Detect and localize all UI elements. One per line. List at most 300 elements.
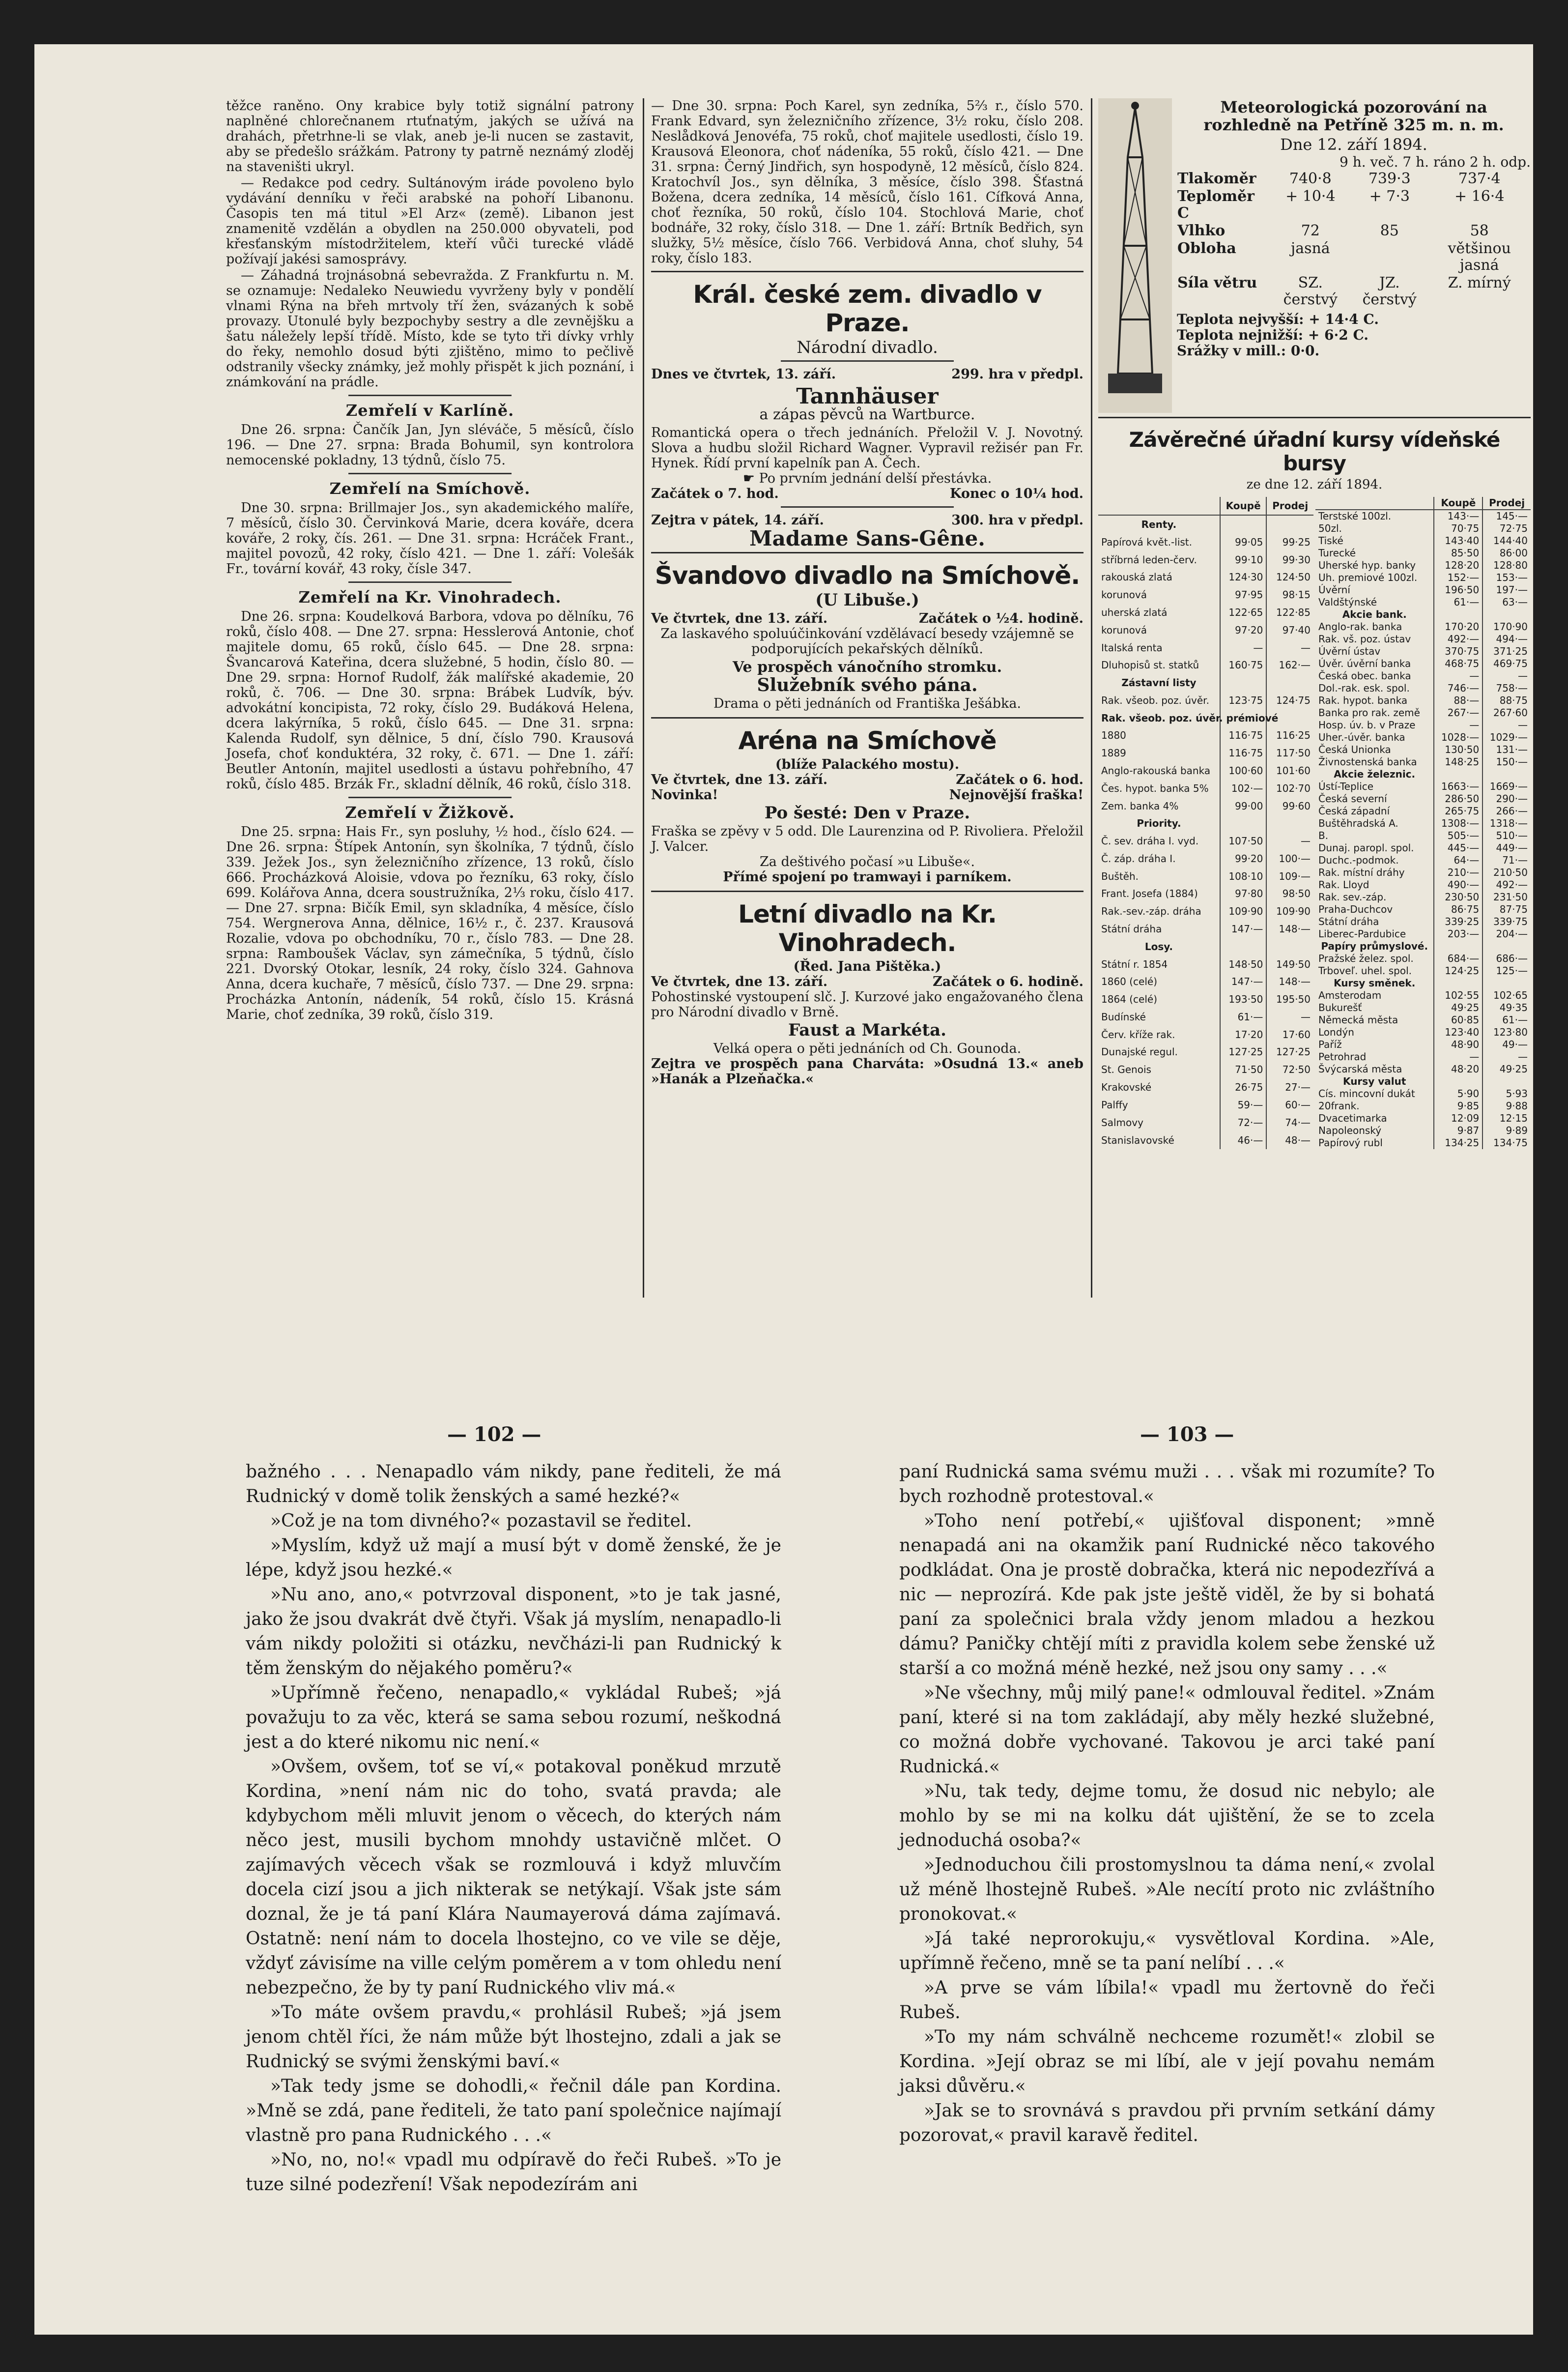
exchange-sell [1266, 938, 1313, 955]
exchange-row [1315, 928, 1531, 940]
exchange-item: Buštěh. [1101, 870, 1139, 882]
exchange-item: 1864 (celé) [1101, 993, 1158, 1006]
exchange-item: Čes. hypot. banka 5% [1101, 782, 1209, 794]
exchange-row [1098, 868, 1313, 885]
left-column [226, 98, 634, 1302]
exchange-buy: 148·50 [1220, 955, 1267, 973]
divider [781, 360, 954, 362]
page-number-103: — 103 — [1140, 1423, 1234, 1446]
exchange-buy: 492·— [1434, 633, 1482, 645]
exchange-sell: 150·— [1482, 756, 1531, 768]
paragraph: paní Rudnická sama svému muži . . . však mi rozumíte? To bych rozhodně protestoval.« [899, 1462, 1435, 1506]
paragraph: »Toho není potřebí,« ujišťoval disponent; »mně nenapadá ani na okamžik paní Rudnické něco takového podkládat. Ona je prostě dobračka, která nic nepodezřívá a nic — neprozírá. Kde pak jste ještě viděl, že by si bohatá paní za společnici brala vždy jenom mladou a hezkou dámu? Paničky chtějí míti z pravidla kolem sebe ženské už starší a co možná méně hezké, než jsou ony samy . . .« [899, 1511, 1435, 1678]
novinka-row [651, 787, 1083, 803]
exchange-sell: 231·50 [1482, 891, 1531, 903]
exchange-sell: 88·75 [1482, 694, 1531, 707]
pointing-hand-icon: ☛ [742, 471, 759, 486]
exchange-buy: 196·50 [1434, 584, 1482, 596]
exchange-row [1315, 645, 1531, 658]
exchange-sell: 148·— [1266, 973, 1313, 991]
weather-date: Dne 12. září 1894. [1280, 135, 1427, 154]
exchange-item: Duchc.-podmok. [1318, 854, 1399, 866]
exchange-section: Kursy směnek. [1334, 977, 1416, 989]
end-time: Konec o 10¼ hod. [950, 486, 1083, 501]
exchange-row [1315, 584, 1531, 596]
exchange-item: Salmovy [1101, 1116, 1143, 1128]
exchange-item: Italská renta [1101, 641, 1163, 654]
exchange-buy: 49·25 [1434, 1002, 1482, 1014]
exchange-item: Banka pro rak. země [1318, 707, 1420, 719]
exchange-item: Liberec-Pardubice [1318, 928, 1406, 940]
exchange-item: Petrohrad [1318, 1051, 1367, 1063]
exchange-row [1098, 551, 1313, 569]
exchange-row [1098, 921, 1313, 938]
exchange-item: Rak. místní dráhy [1318, 867, 1405, 878]
middle-intro: — Dne 30. srpna: Poch Karel, syn zedníka, 5⅔ r., číslo 570. Frank Edvard, syn železničního zřízence, 3½ roku, číslo 208. Neslådková Jenovéfa, 75 roků, choť majitele usedlosti, číslo 19. Krausová Eleonora, choť nádeníka, 55 roků, číslo 421. — Dne 31. srpna: Černý Jindřich, syn hospodyně, 12 měsíců, číslo 824. Kratochvíl Jos., syn dělníka, 3 měsíce, číslo 398. Šťastná Božena, dcera zedníka, 14 měsíců, číslo 161. Cífková Anna, choť řezníka, 50 roků, číslo 104. Stochlová Marie, choť bodnáře, 32 roky, číslo 318. — Dne 1. září: Brtník Bedřich, syn služky, 5½ měsíce, číslo 766. Verbidová Anna, choť sluhy, 54 roky, číslo 183. [651, 98, 1083, 266]
exchange-sell [1482, 1075, 1531, 1088]
exchange-item: Papírový rubl [1318, 1137, 1383, 1149]
theatre-national-dates [651, 367, 1083, 382]
weather-value: JZ. čerstvý [1362, 274, 1417, 308]
news-item-2: — Záhadná trojnásobná sebevražda. Z Frankfurtu n. M. se oznamuje: Nedaleko Neuwiedu vyvrženy byly v pondělí vlnami Rýna na břeh mrtvoly tří žen, svázaných k sobě provazy. Utonulé byly bezpochyby sestry a dle zevnějšku a šatu náležely lepší třídě. Místo, kde se tyto tři dívky vrhly do řeky, nemohlo dosud býti zjištěno, mimo to pečlivě odstranily všecky známky, jež mohly přispět k jich poznání, i známkování na prádle. [226, 268, 634, 390]
exchange-tables [1098, 497, 1531, 1149]
theatre-svanda-desc: Za laskavého spoluúčinkování vzdělávací besedy vzájemně se podporujících pekařských dělníků. [660, 626, 1074, 657]
exchange-buy: 468·75 [1434, 658, 1482, 670]
exchange-item: Č. záp. dráha I. [1101, 852, 1176, 865]
middle-column [651, 98, 1083, 1302]
exchange-sell: 109·— [1266, 868, 1313, 885]
exchange-item: Švýcarská města [1318, 1063, 1402, 1075]
exchange-row [1315, 965, 1531, 977]
exchange-row [1315, 559, 1531, 572]
exchange-buy [1434, 1075, 1482, 1088]
exchange-section: Zástavní listy [1121, 677, 1197, 689]
exchange-row [1315, 854, 1531, 867]
exchange-buy [1220, 938, 1267, 955]
exchange-buy: 72·— [1220, 1114, 1267, 1131]
exchange-item: Uherské hyp. banky [1318, 559, 1416, 571]
exchange-buy: 116·75 [1220, 727, 1267, 745]
exchange-sell [1266, 674, 1313, 692]
exchange-sell: 127·25 [1266, 1043, 1313, 1061]
exchange-sell: 128·80 [1482, 559, 1531, 572]
exchange-row [1098, 727, 1313, 745]
exchange-item: korunová [1101, 624, 1147, 636]
exchange-row [1098, 569, 1313, 586]
exchange-header: Prodej [1266, 497, 1313, 515]
exchange-sell [1266, 515, 1313, 533]
exchange-sell: 758·— [1482, 682, 1531, 694]
exchange-buy: 59·— [1220, 1096, 1267, 1114]
date-right: Začátek o 6. hod. [956, 772, 1083, 787]
exchange-header [1098, 497, 1220, 515]
exchange-row [1315, 867, 1531, 879]
exchange-item: Napoleonský [1318, 1125, 1382, 1136]
exchange-item: Česká obec. banka [1318, 670, 1411, 682]
exchange-row [1098, 604, 1313, 622]
exchange-row [1098, 533, 1313, 551]
exchange-sell: 99·30 [1266, 551, 1313, 569]
exchange-buy: 12·09 [1434, 1112, 1482, 1125]
section-text: Dne 26. srpna: Čančík Jan, Jyn sléváče, 5 měsíců, číslo 196. — Dne 27. srpna: Brada Bohumil, syn kontrolora nemocenské pokladny, 13 týdnů, číslo 75. [226, 422, 634, 468]
exchange-row [1098, 973, 1313, 991]
exchange-item: Trboveľ. uhel. spol. [1318, 965, 1412, 977]
exchange-sell: 72·50 [1266, 1061, 1313, 1079]
theatre-summer-subtitle: (Řed. Jana Pištěka.) [793, 959, 941, 974]
paragraph: »Což je na tom divného?« pozastavil se ředitel. [270, 1511, 692, 1531]
exchange-item: Živnostenská banka [1318, 756, 1417, 768]
exchange-buy: 122·65 [1220, 604, 1267, 622]
exchange-item: Červ. kříže rak. [1101, 1028, 1175, 1041]
exchange-buy: 48·20 [1434, 1063, 1482, 1075]
exchange-row [1315, 977, 1531, 989]
exchange-row [1315, 1075, 1531, 1088]
exchange-sell: 162·— [1266, 657, 1313, 674]
exchange-row [1315, 572, 1531, 584]
exchange-row [1315, 596, 1531, 608]
exchange-sell: 71·— [1482, 854, 1531, 867]
exchange-item: Terstské 100zl. [1318, 510, 1392, 522]
divider [348, 473, 512, 474]
exchange-sell: 492·— [1482, 879, 1531, 891]
exchange-buy: 88·— [1434, 694, 1482, 707]
play-title: Služebník svého pána. [757, 675, 978, 695]
exchange-buy [1434, 768, 1482, 781]
exchange-sell: 1669·— [1482, 781, 1531, 793]
exchange-item: Rak. hypot. banka [1318, 694, 1408, 706]
exchange-row [1315, 879, 1531, 891]
exchange-row [1098, 850, 1313, 868]
exchange-buy: 123·40 [1434, 1026, 1482, 1039]
exchange-buy: 26·75 [1220, 1079, 1267, 1097]
exchange-section: Losy. [1144, 940, 1173, 953]
exchange-row [1315, 1125, 1531, 1137]
paragraph: »Upřímně řečeno, nenapadlo,« vykládal Rubeš; »já považuju to za věc, která se sama sebou rozumí, neškodná jest a do které nikomu nic není.« [246, 1683, 781, 1752]
exchange-buy: 147·— [1220, 921, 1267, 938]
exchange-sell: 510·— [1482, 830, 1531, 842]
paragraph: »A prve se vám líbila!« vpadl mu žertovně do řeči Rubeš. [899, 1978, 1435, 2023]
exchange-sell: 116·25 [1266, 727, 1313, 745]
exchange-sell: — [1482, 670, 1531, 682]
exchange-sell: 102·70 [1266, 780, 1313, 797]
exchange-section: Renty. [1141, 518, 1177, 530]
exchange-section: Kursy valut [1343, 1075, 1406, 1087]
exchange-sell: 197·— [1482, 584, 1531, 596]
exchange-buy: 102·— [1220, 780, 1267, 797]
exchange-header-row [1315, 497, 1531, 510]
exchange-sell: 148·— [1266, 921, 1313, 938]
play-description: Drama o pěti jednáních od Františka Ješábka. [713, 696, 1022, 711]
exchange-row [1315, 658, 1531, 670]
exchange-row [1315, 707, 1531, 719]
exchange-row [1315, 1100, 1531, 1112]
exchange-sell: 1029·— [1482, 731, 1531, 744]
exchange-sell: 109·90 [1266, 903, 1313, 921]
play-description: Romantická opera o třech jednáních. Přeložil V. J. Novotný. Slova a hudbu složil Richard Wagner. Vypravil režisér pan Fr. Hynek. Řídí první kapelník pan A. Čech. [651, 425, 1083, 471]
weather-value: 737·4 [1458, 170, 1501, 187]
weather-row [1177, 222, 1531, 240]
weather-row [1177, 188, 1531, 222]
exchange-item: Valdštýnské [1318, 596, 1377, 608]
exchange-row [1315, 694, 1531, 707]
date-left: Zejtra v pátek, 14. září. [651, 513, 824, 528]
exchange-row [1098, 639, 1313, 657]
exchange-row [1315, 1002, 1531, 1014]
paragraph: »Ne všechny, můj milý pane!« odmlouval ředitel. »Znám paní, které si na tom zakládají, aby měly hezké služebné, co možná dobře vychované. Takovou je arci také paní Rudnická.« [899, 1683, 1435, 1777]
exchange-buy: 9·87 [1434, 1125, 1482, 1137]
play-intermission: ☛ Po prvním jednání delší přestávka. [742, 471, 992, 486]
column-rule [643, 98, 644, 1298]
exchange-section: Rak. všeob. poz. úvěr. prémiové [1101, 712, 1279, 724]
exchange-buy: 203·— [1434, 928, 1482, 940]
exchange-row [1315, 682, 1531, 694]
exchange-row [1315, 842, 1531, 854]
exchange-item: Dol.-rak. esk. spol. [1318, 682, 1410, 694]
exchange-item: Česká západní [1318, 805, 1390, 817]
theatre-svanda-subtitle: (U Libuše.) [815, 590, 919, 610]
date-right: Začátek o 6. hodině. [933, 974, 1083, 989]
weather-value: jasná [1290, 240, 1330, 257]
weather-value: 72 [1301, 222, 1320, 239]
exchange-row [1098, 657, 1313, 674]
exchange-item: Státní r. 1854 [1101, 958, 1168, 970]
paragraph: »Myslím, když už mají a musí být v domě ženské, že je lépe, když jsou hezké.« [246, 1535, 781, 1580]
exchange-row [1315, 756, 1531, 768]
exchange-row [1098, 1096, 1313, 1114]
exchange-row [1098, 674, 1313, 692]
exchange-table-right [1315, 497, 1531, 1149]
exchange-item: 1880 [1101, 729, 1126, 742]
newspaper-sheet [34, 44, 1533, 2335]
exchange-sell: 49·— [1482, 1039, 1531, 1051]
exchange-sell: 134·75 [1482, 1137, 1531, 1149]
exchange-item: Německá města [1318, 1014, 1398, 1026]
exchange-buy: 85·50 [1434, 547, 1482, 559]
exchange-row [1315, 633, 1531, 645]
exchange-sell [1482, 940, 1531, 953]
exchange-sell: 5·93 [1482, 1088, 1531, 1100]
weather-row [1177, 240, 1531, 274]
exchange-buy: 128·20 [1434, 559, 1482, 572]
next-note: Zejtra ve prospěch pana Charváta: »Osudná 13.« aneb »Hanák a Plzeňačka.« [651, 1056, 1083, 1087]
petrin-tower-illustration [1098, 98, 1172, 413]
weather-label: Síla větru [1177, 274, 1257, 291]
exchange-buy: 445·— [1434, 842, 1482, 854]
news-item-1: — Redakce pod cedry. Sultánovým iráde povoleno bylo vydávání denníku v řeči arabské na pohoří Libanonu. Časopis ten má titul »El Arz« (země). Libanon jest znamenitě vzdělán a obydlen na 250.000 obyvateli, pod křesťanským místodržitelem, kteří vůči turecké vládě požívají jakési samosprávy. [226, 175, 634, 267]
theatre-svanda-title: Švandovo divadlo na Smíchově. [655, 561, 1080, 590]
weather-title: Meteorologická pozorování na rozhledně na Petříně 325 m. n. m. [1203, 98, 1504, 134]
weather-value: většinou jasná [1448, 240, 1511, 274]
exchange-sell: 101·60 [1266, 762, 1313, 780]
exchange-row [1315, 1014, 1531, 1026]
exchange-row [1315, 1112, 1531, 1125]
exchange-row [1098, 885, 1313, 903]
exchange-row [1315, 817, 1531, 830]
exchange-buy: — [1434, 670, 1482, 682]
exchange-item: Tiské [1318, 535, 1343, 547]
weather-table [1177, 170, 1531, 309]
exchange-row [1098, 692, 1313, 709]
paragraph: »Já také neprorokuju,« vysvětloval Kordina. »Ale, upřímně řečeno, mně se ta paní nelíbí . . .« [899, 1929, 1435, 1973]
exchange-row [1315, 940, 1531, 953]
weather-value: 58 [1470, 222, 1489, 239]
section-text: Dne 25. srpna: Hais Fr., syn posluhy, ½ hod., číslo 624. — Dne 26. srpna: Štípek Antonín, syn školníka, 7 týdnů, číslo 339. Ježek Jos., syn železničního zřízence, 13 roků, číslo 666. Procházková Aloisie, vdova po řezníku, 63 roky, číslo 699. Kolářova Anna, dcera soustružníka, 2⅓ roku, číslo 417. — Dne 27. srpna: Bičík Emil, syn skladníka, 4 měsíce, číslo 754. Wergnerova Anna, dělnice, 16½ r., č. 237. Krausová Rozalie, vdova po obchodníku, 70 r., číslo 783. — Dne 28. srpna: Ramboušek Václav, syn zámečníka, 5 týdnů, číslo 221. Dvorský Otokar, lesník, 24 roky, číslo 324. Gahnova Anna, dcera kuchaře, 7 měsíců, číslo 737. — Dne 29. srpna: Procházka Antonín, nádeník, 54 roků, číslo 15. Krásná Marie, choť zedníka, 39 roků, číslo 319. [226, 824, 634, 1022]
exchange-row [1315, 1063, 1531, 1075]
exchange-item: Turecké [1318, 547, 1356, 559]
novinka-right: Nejnovější fraška! [949, 787, 1083, 803]
divider [1098, 417, 1531, 418]
exchange-sell: 86·00 [1482, 547, 1531, 559]
exchange-sell: 122·85 [1266, 604, 1313, 622]
exchange-buy: 1308·— [1434, 817, 1482, 830]
weather-label: Obloha [1177, 240, 1236, 257]
exchange-item: Dunajské regul. [1101, 1046, 1178, 1058]
exchange-buy [1220, 815, 1267, 833]
exchange-row [1098, 955, 1313, 973]
exchange-buy: 339·25 [1434, 916, 1482, 928]
exchange-item: Krakovské [1101, 1081, 1152, 1094]
exchange-buy: 123·75 [1220, 692, 1267, 709]
exchange-buy: 100·60 [1220, 762, 1267, 780]
exchange-row [1315, 731, 1531, 744]
exchange-row [1315, 830, 1531, 842]
exchange-buy [1434, 608, 1482, 621]
page-number-102: — 102 — [447, 1423, 542, 1446]
play-title: Tannhäuser [796, 384, 939, 409]
exchange-item: Ústí-Teplice [1318, 781, 1374, 792]
exchange-buy: 99·00 [1220, 797, 1267, 815]
weather-value: + 10·4 [1285, 188, 1336, 205]
exchange-item: Anglo-rak. banka [1318, 621, 1402, 633]
exchange-row [1315, 1039, 1531, 1051]
exchange-sell: 170·90 [1482, 621, 1531, 633]
exchange-item: Pražské želez. spol. [1318, 953, 1414, 964]
exchange-buy: 490·— [1434, 879, 1482, 891]
novinka: Novinka! [651, 787, 718, 803]
exchange-section: Akcie bank. [1342, 608, 1407, 620]
weather-value: 739·3 [1368, 170, 1411, 187]
exchange-item: Paříž [1318, 1039, 1342, 1050]
exchange-sell: 266·— [1482, 805, 1531, 817]
exchange-buy: 152·— [1434, 572, 1482, 584]
paragraph: »Jak se to srovnává s pravdou při prvním setkání dámy pozorovat,« pravil karavě ředitel. [899, 2101, 1435, 2145]
exchange-item: Státní dráha [1318, 916, 1379, 927]
exchange-item: uherská zlatá [1101, 606, 1168, 618]
weather-value: 85 [1380, 222, 1399, 239]
exchange-buy: 5·90 [1434, 1088, 1482, 1100]
exchange-buy: 107·50 [1220, 833, 1267, 850]
exchange-item: 50zl. [1318, 522, 1342, 534]
exchange-sell: 123·80 [1482, 1026, 1531, 1039]
exchange-buy: 746·— [1434, 682, 1482, 694]
date-left: Dnes ve čtvrtek, 13. září. [651, 367, 836, 382]
exchange-buy [1434, 940, 1482, 953]
exchange-buy [1220, 515, 1267, 533]
exchange-row [1315, 1026, 1531, 1039]
exchange-buy: 70·75 [1434, 522, 1482, 535]
exchange-item: rakouská zlatá [1101, 571, 1172, 583]
left-intro: těžce raněno. Ony krabice byly totiž signální patrony naplněné chlorečnanem rtuťnatým, jakých se užívá na drahách, přetrhne-li se vlak, aneb je-li nucen se zastavit, aby se předešlo srážkám. Patrony ty patrně neznámý zloděj na staveništi ukryl. [226, 98, 634, 174]
exchange-sell [1482, 608, 1531, 621]
exchange-header [1315, 497, 1434, 510]
exchange-sell: 60·— [1266, 1096, 1313, 1114]
exchange-row [1315, 621, 1531, 633]
exchange-buy: 48·90 [1434, 1039, 1482, 1051]
section-title: Zemřelí v Karlíně. [345, 401, 514, 420]
divider [651, 891, 1083, 892]
benefit: Ve prospěch vánočního stromku. [732, 659, 1002, 676]
exchange-item: Dvacetimarka [1318, 1112, 1387, 1124]
exchange-buy: 71·50 [1220, 1061, 1267, 1079]
exchange-sell [1266, 815, 1313, 833]
exchange-buy: 134·25 [1434, 1137, 1482, 1149]
weather-value: SZ. čerstvý [1283, 274, 1338, 308]
exchange-row [1315, 891, 1531, 903]
exchange-buy: 99·05 [1220, 533, 1267, 551]
section-text: Dne 26. srpna: Koudelková Barbora, vdova po dělníku, 76 roků, číslo 408. — Dne 27. srpna: Hesslerová Antonie, choť majitele domu, 65 roků, číslo 645. — Dne 28. srpna: Švancarová Kateřina, dcera služebné, 5 hodin, číslo 80. — Dne 29. srpna: Hornof Rudolf, žák malířské akademie, 20 roků, č. 706. — Dne 30. srpna: Brábek Ludvík, býv. advokátní koncipista, 72 roky, číslo 29. Budáková Helena, dcera lakýrníka, 5 roků, číslo 645. — Dne 31. srpna: Kalenda Rudolf, syn dělnice, 5 dní, číslo 790. Krausová Josefa, choť konduktéra, 32 roky, č. 671. — Dne 1. září: Beutler Antonín, majitel usedlosti a ústavu pohřebního, 47 roků, číslo 485. Brzák Fr., skladní dělník, 46 roků, číslo 318. [226, 609, 634, 792]
exchange-sell: 449·— [1482, 842, 1531, 854]
theatre-national-title: Král. české zem. divadlo v Praze. [693, 280, 1042, 337]
section-title: Zemřelí v Žižkově. [345, 803, 515, 822]
exchange-sell: 267·60 [1482, 707, 1531, 719]
exchange-section: Akcie železnic. [1334, 768, 1416, 780]
exchange-buy: 148·25 [1434, 756, 1482, 768]
exchange-buy: 160·75 [1220, 657, 1267, 674]
exchange-sell: 1318·— [1482, 817, 1531, 830]
exchange-row [1098, 1043, 1313, 1061]
exchange-sell: 12·15 [1482, 1112, 1531, 1125]
theatre-summer-dates [651, 974, 1083, 989]
exchange-item: Rak.-sev.-záp. dráha [1101, 905, 1201, 918]
exchange-item: Cís. mincovní dukát [1318, 1088, 1415, 1099]
section-title: Zemřelí na Kr. Vinohradech. [298, 588, 562, 607]
exchange-buy: 61·— [1220, 1009, 1267, 1026]
exchange-item: Praha-Duchcov [1318, 903, 1393, 915]
exchange-row [1098, 515, 1313, 533]
exchange-sell: 144·40 [1482, 535, 1531, 547]
weather-value [1351, 240, 1428, 274]
play-title: Faust a Markéta. [788, 1020, 946, 1040]
exchange-buy: 265·75 [1434, 805, 1482, 817]
paragraph: »Nu ano, ano,« potvrzoval disponent, »to je tak jasné, jako že jsou dvakrát dvě čtyři. Však já myslím, nenapadlo-li vám nikdy položiti si otázku, nevčházi-li pan Rudnický k těm ženským do nějakého poměru?« [246, 1585, 781, 1678]
exchange-item: Rak. všeob. poz. úvěr. [1101, 694, 1209, 706]
exchange-row [1098, 1009, 1313, 1026]
exchange-buy: 505·— [1434, 830, 1482, 842]
exchange-item: Zem. banka 4% [1101, 800, 1179, 812]
paragraph: bažného . . . Nenapadlo vám nikdy, pane řediteli, že má Rudnický v domě tolik ženských a samé hezké?« [246, 1462, 781, 1506]
weather-label: Teploměr C [1177, 188, 1254, 222]
play-title: Po šesté: Den v Praze. [764, 803, 970, 823]
weather-box [1098, 98, 1531, 413]
divider [348, 395, 512, 396]
exchange-sell: 131·— [1482, 744, 1531, 756]
exchange-buy: 684·— [1434, 953, 1482, 965]
exchange-row [1098, 586, 1313, 604]
weather-label: Tlakoměr [1177, 170, 1256, 187]
exchange-sell: 469·75 [1482, 658, 1531, 670]
exchange-item: Česká severní [1318, 793, 1387, 805]
page-103-text [899, 1460, 1435, 2197]
exchange-row [1315, 670, 1531, 682]
rain-note: Za deštivého počasí »u Libuše«. [760, 854, 975, 869]
theatre-svanda-dates [651, 611, 1083, 626]
exchange-sell: 117·50 [1266, 745, 1313, 762]
exchange-row [1098, 797, 1313, 815]
exchange-section: Papíry průmyslové. [1321, 940, 1428, 952]
exchange-buy: 9·85 [1434, 1100, 1482, 1112]
exchange-item: Rak. vš. poz. ústav [1318, 633, 1411, 645]
play-times [651, 486, 1083, 501]
